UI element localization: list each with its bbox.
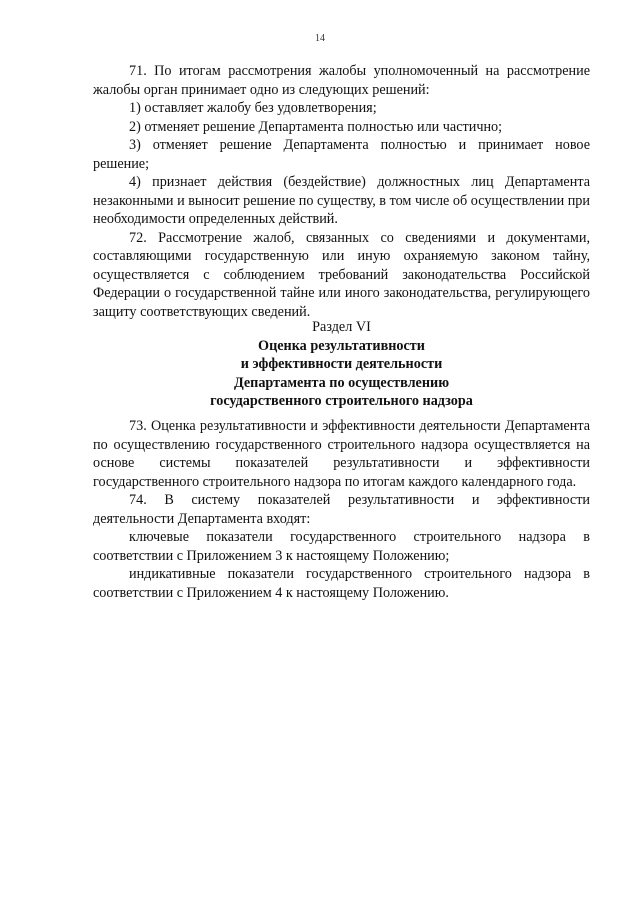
paragraph-71-item-3: 3) отменяет решение Департамента полностью и принимает новое решение; [93,137,590,172]
section-heading [93,318,590,411]
paragraph-74-item-key-indicators: ключевые показатели государственного строительного надзора в соответствии с Приложением 3 к настоящему Положению; [93,529,590,564]
paragraph-71: 71. По итогам рассмотрения жалобы уполномоченный на рассмотрение жалобы орган принимает одно из следующих решений: [93,63,590,98]
section-title-line-2: и эффективности деятельности [240,356,443,372]
paragraph-73: 73. Оценка результативности и эффективности деятельности Департамента по осуществлению государственного строительного надзора осуществляется на основе системы показателей результативности и эффективности государственного строительного надзора по итогам каждого календарного года. [93,418,590,490]
body-text-top [93,62,590,321]
paragraph-71-item-1: 1) оставляет жалобу без удовлетворения; [129,100,377,116]
section-title-line-4: государственного строительного надзора [210,393,473,409]
page-number: 14 [315,33,325,44]
paragraph-74-item-indicative-indicators: индикативные показатели государственного строительного надзора в соответствии с Приложением 4 к настоящему Положению. [93,566,590,601]
paragraph-74: 74. В систему показателей результативности и эффективности деятельности Департамента входят: [93,492,590,527]
paragraph-71-item-4: 4) признает действия (бездействие) должностных лиц Департамента незаконными и выносит решение по существу, в том числе об осуществлении при необходимости определенных действий. [93,174,590,227]
section-title-line-1: Оценка результативности [258,337,425,354]
paragraph-72: 72. Рассмотрение жалоб, связанных со сведениями и документами, составляющими государственную или иную охраняемую законом тайну, осуществляется с соблюдением требований законодательства Российской Федерации о государственной тайне или иного законодательства, регулирующего защиту соответствующих сведений. [93,229,590,320]
section-title-line-3: Департамента по осуществлению [233,374,450,391]
paragraph-71-item-2: 2) отменяет решение Департамента полностью или частично; [129,118,503,135]
section-label: Раздел VI [312,319,371,335]
body-text-bottom [93,417,590,602]
